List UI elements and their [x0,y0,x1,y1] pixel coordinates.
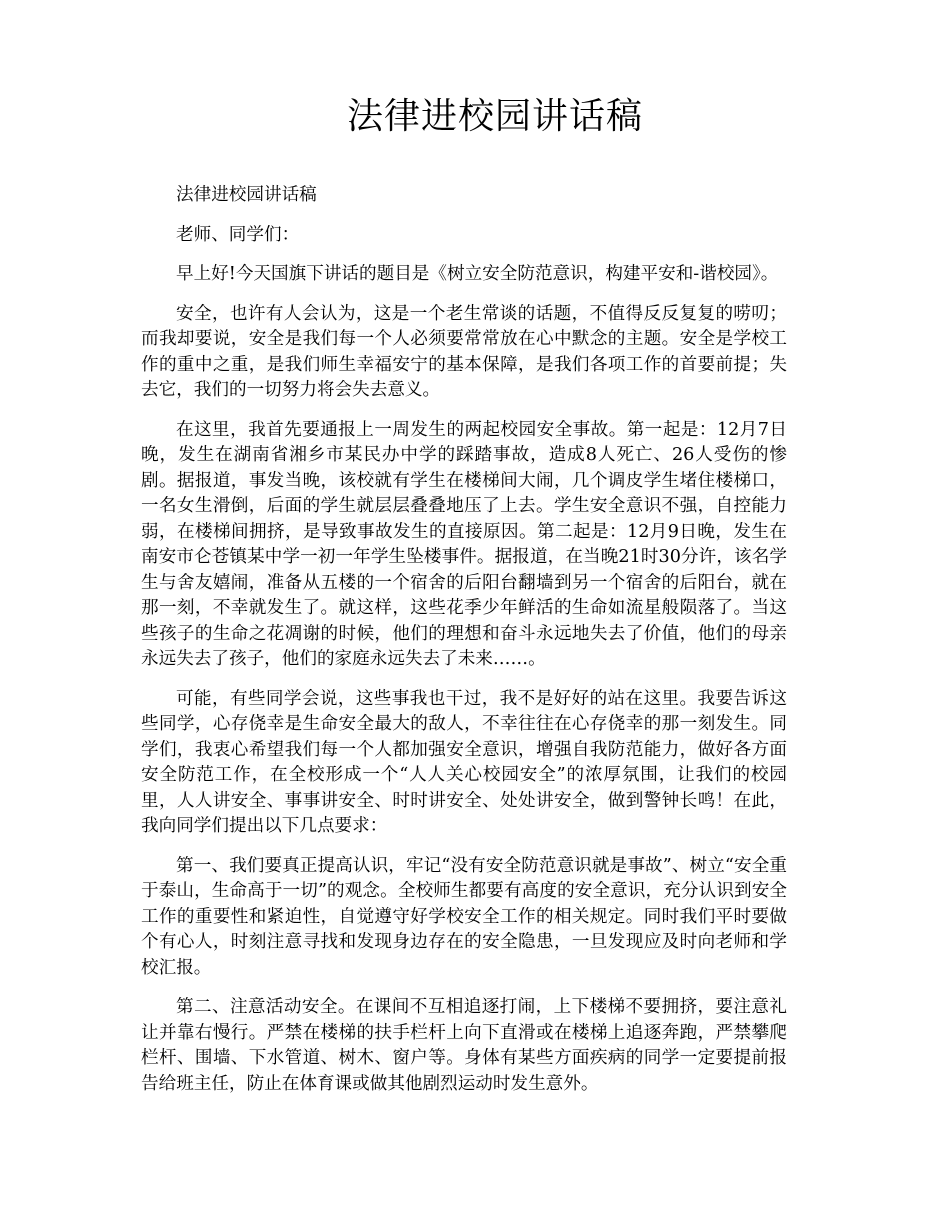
paragraph-salutation: 老师、同学们： [176,224,300,245]
paragraph-safety-theme: 安全，也许有人会认为，这是一个老生常谈的话题，不值得反反复复的唠叨；而我却要说，安全是我们每一个人必须要常常放在心中默念的主题。安全是学校工作的重中之重，是我们师生幸福安宁的基本保障，是我们各项工作的首要前提；失去它，我们的一切努力将会失去意义。 [141,303,787,400]
paragraph-requirement-1: 第一、我们要真正提高认识，牢记“没有安全防范意识就是事故”、树立“安全重于泰山，生命高于一切”的观念。全校师生都要有高度的安全意识，充分认识到安全工作的重要性和紧迫性，自觉遵守好学校安全工作的相关规定。同时我们平时要做个有心人，时刻注意寻找和发现身边存在的安全隐患，一旦发现应及时向老师和学校汇报。 [141,855,787,978]
paragraph-warning: 可能，有些同学会说，这些事我也干过，我不是好好的站在这里。我要告诉这些同学，心存侥幸是生命安全最大的敌人，不幸往往在心存侥幸的那一刻发生。同学们，我衷心希望我们每一个人都加强安全意识，增强自我防范能力，做好各方面安全防范工作，在全校形成一个“人人关心校园安全”的浓厚氛围，让我们的校园里，人人讲安全、事事讲安全、时时讲安全、处处讲安全，做到警钟长鸣！在此，我向同学们提出以下几点要求： [141,688,787,836]
paragraph-greeting: 早上好!今天国旗下讲话的题目是《树立安全防范意识，构建平安和-谐校园》。 [176,264,779,284]
document-title: 法律进校园讲话稿 [346,96,643,137]
paragraph-heading: 法律进校园讲话稿 [176,185,317,205]
paragraph-requirement-2: 第二、注意活动安全。在课间不互相追逐打闹，上下楼梯不要拥挤，要注意礼让并靠右慢行。严禁在楼梯的扶手栏杆上向下直滑或在楼梯上追逐奔跑，严禁攀爬栏杆、围墙、下水管道、树木、窗户等。身体有某些方面疾病的同学一定要提前报告给班主任，防止在体育课或做其他剧烈运动时发生意外。 [141,997,787,1094]
document-body [141,183,787,1111]
paragraph-incidents: 在这里，我首先要通报上一周发生的两起校园安全事故。第一起是：12月7日晚，发生在湖南省湘乡市某民办中学的踩踏事故，造成8人死亡、26人受伤的惨剧。据报道，事发当晚，该校就有学生在楼梯间大闹，几个调皮学生堵住楼梯口，一名女生滑倒，后面的学生就层层叠叠地压了上去。学生安全意识不强，自控能力弱，在楼梯间拥挤，是导致事故发生的直接原因。第二起是：12月9日晚，发生在南安市仑苍镇某中学一初一年学生坠楼事件。据报道，在当晚21时30分许，该名学生与舍友嬉闹，准备从五楼的一个宿舍的后阳台翻墙到另一个宿舍的后阳台，就在那一刻，不幸就发生了。就这样，这些花季少年鲜活的生命如流星般陨落了。当这些孩子的生命之花凋谢的时候，他们的理想和奋斗永远地失去了价值，他们的母亲永远失去了孩子，他们的家庭永远失去了未来……。 [141,419,787,669]
